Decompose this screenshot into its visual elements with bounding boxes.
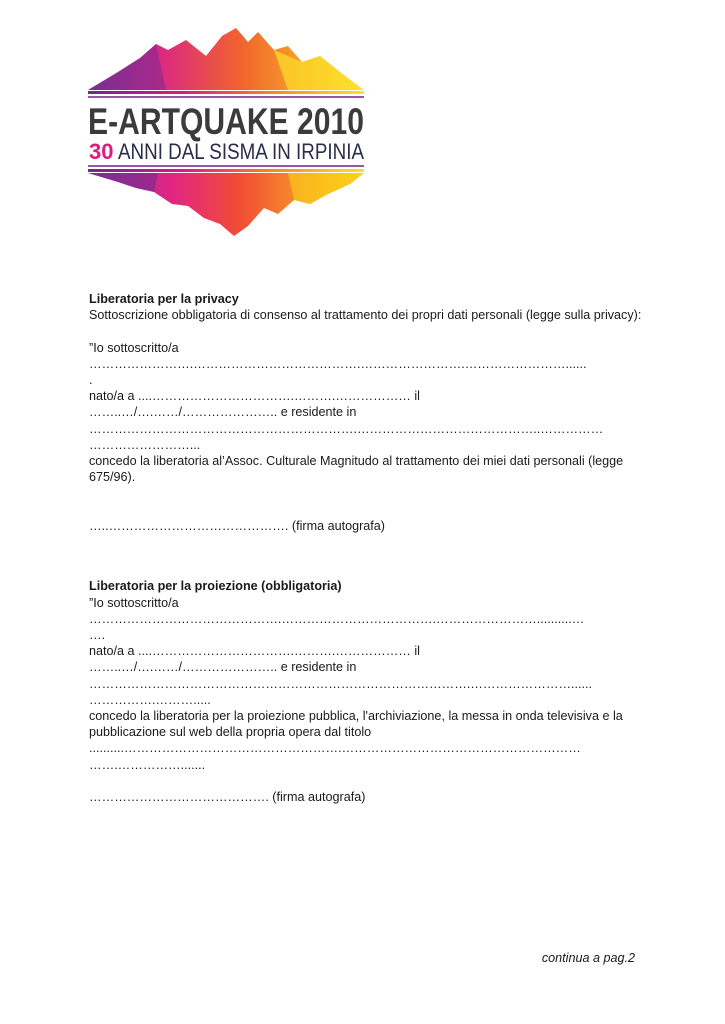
privacy-intro: Sottoscrizione obbligatoria di consenso al trattamento dei propri dati personali (legge sulla privacy): — [89, 308, 642, 323]
logo-bottom-shadow — [88, 173, 158, 192]
projection-consent: concedo la liberatoria per la proiezione pubblica, l'archiviazione, la messa in onda televisiva e la pubblicazione sul web della propria opera dal titolo — [89, 709, 623, 740]
logo-title: E-ARTQUAKE 2010 — [88, 101, 364, 142]
logo-top-shadow — [88, 44, 166, 90]
projection-work-title-field-cont[interactable]: …….……………....... — [89, 757, 206, 772]
privacy-name-field-cont[interactable]: . — [89, 373, 93, 387]
projection-birthdate-field[interactable]: ……..…/….……/………………….. e residente in — [89, 660, 357, 675]
event-logo — [88, 28, 368, 238]
privacy-consent: concedo la liberatoria al’Assoc. Culturale Magnitudo al trattamento dei miei dati personali (legge 675/96). — [89, 454, 624, 485]
privacy-title: Liberatoria per la privacy — [89, 292, 239, 306]
logo-bottom-stripe-2 — [88, 169, 364, 172]
privacy-birthplace-field[interactable]: nato/a a ....…………………………….……….……………… il — [89, 389, 420, 404]
projection-work-title-field[interactable]: ..........…………………………………………….………………………………………………… — [89, 741, 581, 756]
logo-graphic — [88, 28, 368, 238]
logo-bottom-highlight — [288, 173, 364, 204]
projection-signer: ”Io sottoscritto/a — [89, 595, 179, 610]
logo-top-highlight — [274, 50, 364, 90]
projection-title: Liberatoria per la proiezione (obbligatoria) — [89, 579, 342, 594]
projection-residence-field-cont[interactable]: …………….………..... — [89, 692, 211, 707]
privacy-residence-field[interactable]: ……………………………………………………….……………………………………..…………… — [89, 421, 604, 436]
logo-bottom-stripe — [88, 165, 364, 167]
logo-subtitle-number: 30 — [89, 139, 114, 164]
release-form — [89, 291, 649, 805]
continue-note: continua a pag.2 — [541, 951, 635, 965]
logo-top-stripe — [88, 91, 364, 94]
projection-birthplace-field[interactable]: nato/a a ....…………………………….……….……………… il — [89, 644, 420, 659]
privacy-signature-field[interactable]: …..……………………………………. (firma autografa) — [89, 518, 385, 533]
privacy-name-field[interactable]: …………………….………………………………….…………………….……………………...... — [89, 356, 587, 371]
projection-name-field-cont[interactable]: …. — [89, 628, 106, 643]
privacy-residence-field-cont[interactable]: ……………………... — [89, 437, 201, 452]
projection-residence-field[interactable]: ……………………………………………………………………………….……………………...... — [89, 676, 593, 691]
logo-top-stripe-2 — [88, 96, 364, 98]
privacy-signer: ”Io sottoscritto/a — [89, 340, 179, 355]
projection-signature-field[interactable]: ……………………………………. (firma autografa) — [89, 790, 366, 805]
projection-name-field[interactable]: ……………………………………….……………………………….……………………..........… — [89, 611, 585, 626]
logo-subtitle: ANNI DAL SISMA IN IRPINIA — [118, 139, 365, 164]
privacy-birthdate-field[interactable]: ……..…/….……/………………….. e residente in — [89, 405, 357, 420]
